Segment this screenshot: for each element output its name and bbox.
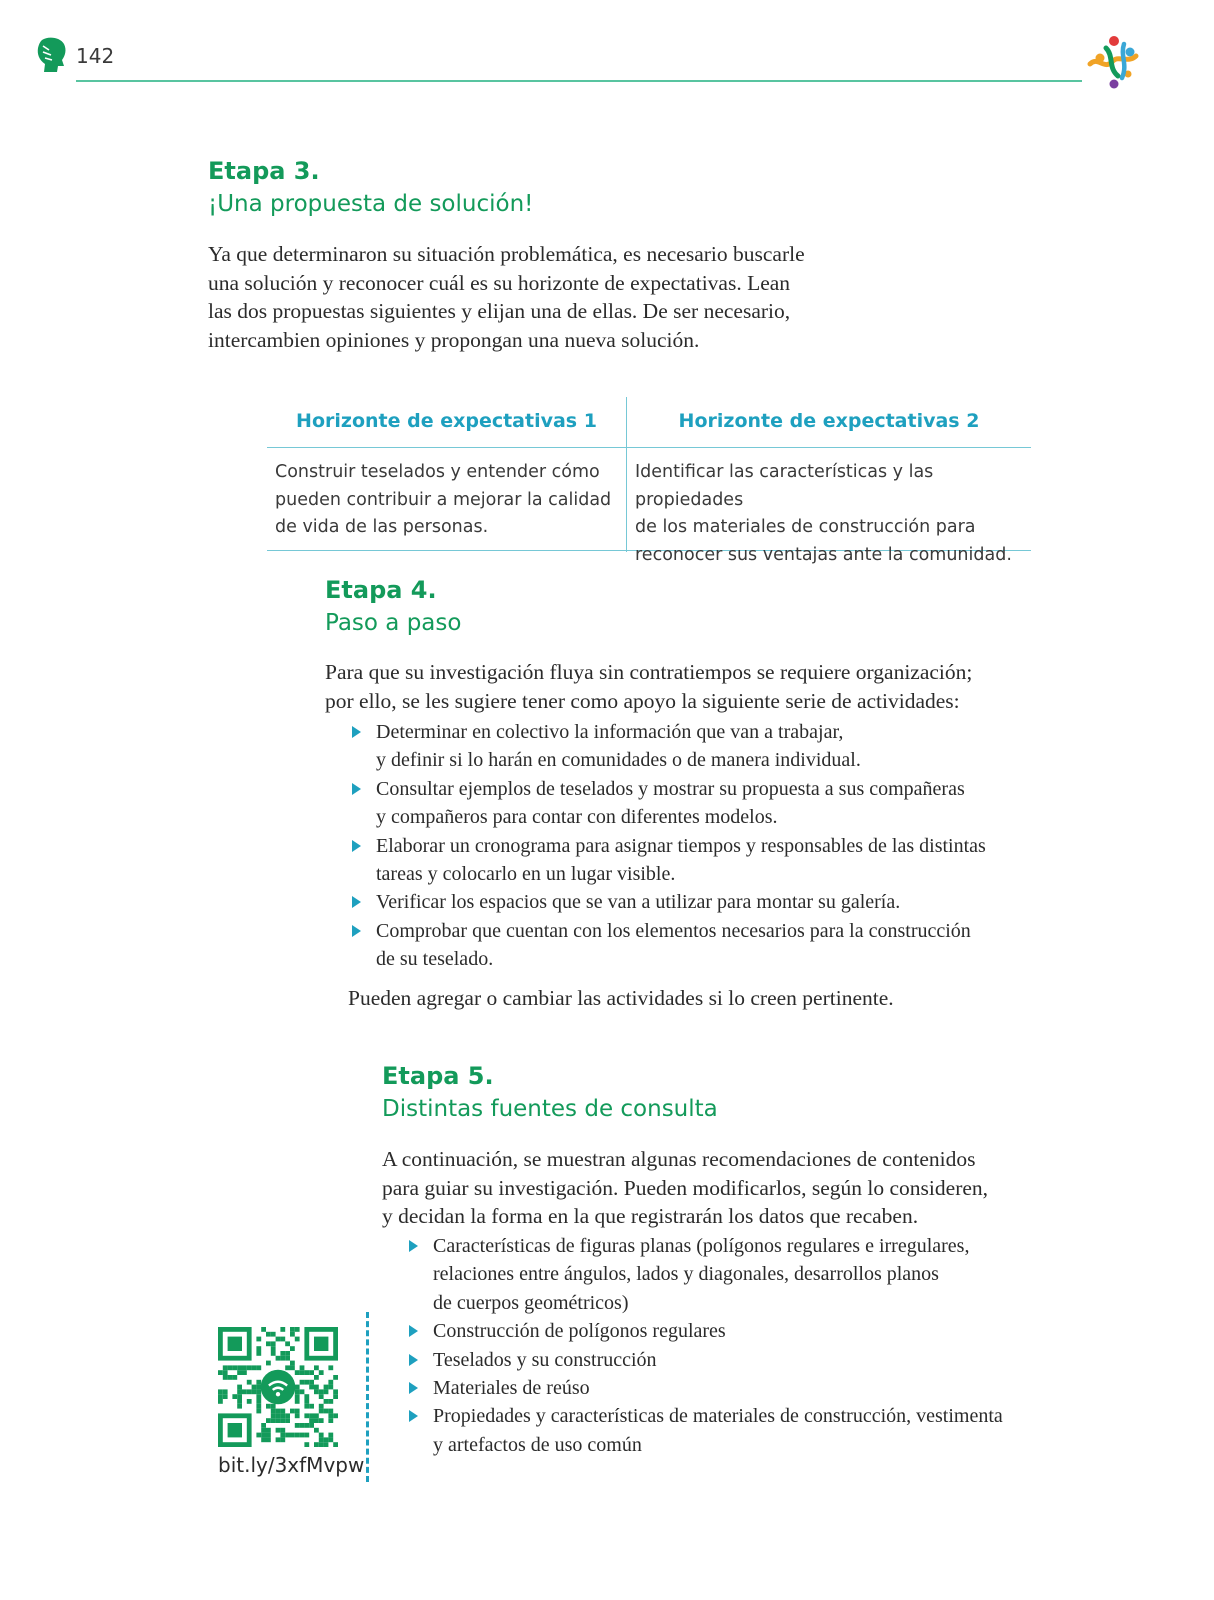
text-line: intercambien opiniones y propongan una nueva solución. [208, 327, 700, 352]
qr-code[interactable] [218, 1327, 338, 1447]
bullet-triangle-icon [352, 726, 361, 738]
list-item: Comprobar que cuentan con los elementos necesarios para la construcción de su teselado. [348, 917, 1068, 974]
etapa5-topic-list [405, 1232, 1095, 1459]
bullet-triangle-icon [409, 1382, 418, 1394]
text-line: A continuación, se muestran algunas recomendaciones de contenidos [382, 1147, 976, 1171]
cell-line: de los materiales de construcción para [635, 517, 976, 537]
table-header-rule [267, 447, 1031, 448]
bullet-triangle-icon [352, 840, 361, 852]
text-line: una solución y reconocer cuál es su horizonte de expectativas. Lean [208, 270, 791, 295]
list-item: Determinar en colectivo la información que van a trabajar, y definir si lo harán en comunidades o de manera individual. [348, 718, 1068, 775]
etapa5-subtitle: Distintas fuentes de consulta [382, 1096, 718, 1122]
bullet-triangle-icon [352, 896, 361, 908]
list-item: Teselados y su construcción [405, 1346, 1095, 1374]
cell-line: de vida de las personas. [275, 517, 489, 537]
text-line: para guiar su investigación. Pueden modificarlos, según lo consideren, [382, 1175, 989, 1200]
list-item: Propiedades y características de materiales de construcción, vestimenta y artefactos de uso común [405, 1402, 1095, 1459]
bullet-triangle-icon [409, 1240, 418, 1252]
etapa5-title: Etapa 5. [382, 1062, 494, 1090]
text-line: por ello, se les sugiere tener como apoyo la siguiente serie de actividades: [325, 688, 960, 713]
list-item: Construcción de polígonos regulares [405, 1317, 1095, 1345]
bullet-triangle-icon [352, 925, 361, 937]
list-item: Características de figuras planas (polígonos regulares e irregulares, relaciones entre ángulos, lados y diagonales, desarrollos planos de cuerpos geométricos) [405, 1232, 1095, 1317]
cell-line: reconocer sus ventajas ante la comunidad. [635, 544, 1012, 565]
text-line: Ya que determinaron su situación problemática, es necesario buscarle [208, 242, 805, 266]
list-item: Consultar ejemplos de teselados y mostrar su propuesta a sus compañeras y compañeros para contar con diferentes modelos. [348, 775, 1068, 832]
text-line: y decidan la forma en la que registrarán los datos que recaben. [382, 1204, 919, 1228]
text-line: Para que su investigación fluya sin contratiempos se requiere organización; [325, 660, 973, 684]
page-number: 142 [76, 44, 115, 68]
bullet-triangle-icon [409, 1354, 418, 1366]
table-header-1: Horizonte de expectativas 1 [296, 410, 597, 432]
dashed-separator [366, 1312, 369, 1482]
etapa5-heading [382, 1061, 718, 1124]
cell-line: pueden contribuir a mejorar la calidad [275, 489, 612, 510]
etapa4-closing: Pueden agregar o cambiar las actividades si lo creen pertinente. [348, 986, 894, 1010]
table-cell-2 [635, 459, 1029, 569]
bullet-triangle-icon [409, 1410, 418, 1422]
etapa5-paragraph [382, 1145, 1082, 1231]
community-figures-logo [1084, 34, 1144, 90]
bullet-triangle-icon [352, 783, 361, 795]
list-item: Materiales de reúso [405, 1374, 1095, 1402]
list-item: Verificar los espacios que se van a utilizar para montar su galería. [348, 888, 1068, 916]
head-profile-icon [34, 36, 68, 74]
cell-line: Identificar las características y las propiedades [635, 462, 934, 510]
bullet-triangle-icon [409, 1325, 418, 1337]
etapa4-activity-list [348, 718, 1068, 974]
etapa3-paragraph [208, 240, 928, 354]
etapa4-paragraph [325, 658, 1085, 715]
expectations-table [267, 397, 1031, 565]
etapa4-subtitle: Paso a paso [325, 610, 462, 636]
table-cell-1 [275, 459, 620, 542]
etapa4-heading [325, 575, 461, 638]
etapa3-heading [208, 156, 533, 219]
text-line: las dos propuestas siguientes y elijan una de ellas. De ser necesario, [208, 299, 791, 323]
table-header-2: Horizonte de expectativas 2 [678, 410, 980, 432]
header-rule [76, 80, 1082, 82]
etapa3-title: Etapa 3. [208, 157, 320, 185]
etapa3-subtitle: ¡Una propuesta de solución! [208, 191, 534, 217]
qr-link[interactable]: bit.ly/3xfMvpw [218, 1453, 365, 1477]
list-item: Elaborar un cronograma para asignar tiempos y responsables de las distintas tareas y colocarlo en un lugar visible. [348, 832, 1068, 889]
cell-line: Construir teselados y entender cómo [275, 462, 600, 482]
etapa4-title: Etapa 4. [325, 576, 437, 604]
